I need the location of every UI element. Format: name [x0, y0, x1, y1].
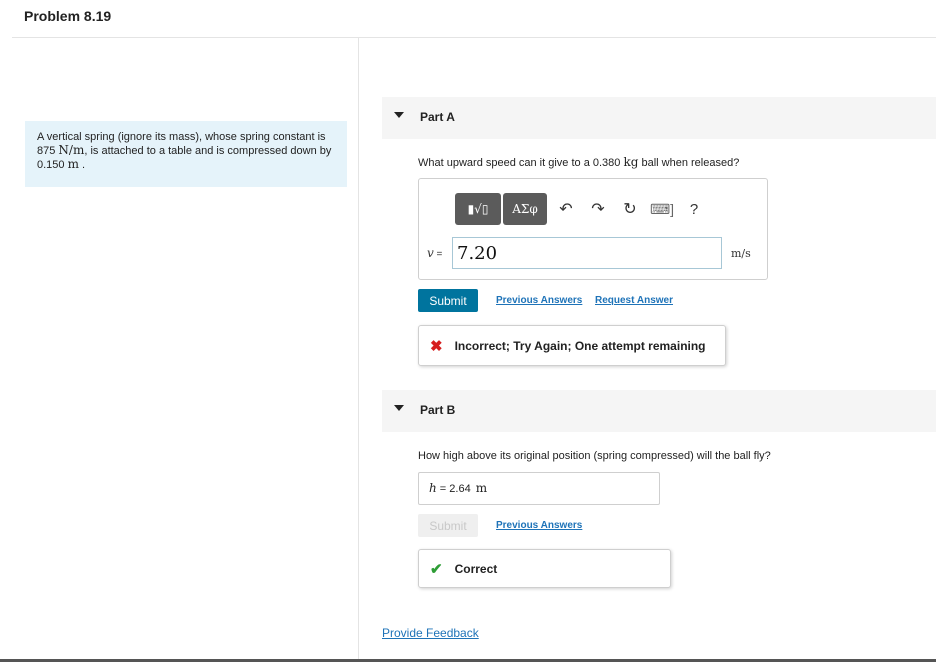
keyboard-icon[interactable] — [647, 193, 677, 225]
part-a-request-answer-link[interactable]: Request Answer — [595, 295, 673, 306]
reset-icon[interactable]: ↻ — [623, 201, 637, 218]
part-b-equals: = — [436, 483, 450, 495]
collapse-caret-icon[interactable] — [394, 405, 404, 411]
part-a-question-unit: kg — [623, 155, 639, 169]
math-toolbar — [455, 193, 709, 225]
part-b-previous-answers-link[interactable]: Previous Answers — [496, 520, 583, 531]
part-b-feedback-text: Correct — [454, 561, 498, 576]
part-a-variable-label — [427, 246, 442, 260]
part-b-answer-box — [418, 472, 660, 505]
problem-title: Problem 8.19 — [24, 8, 112, 24]
part-a-question-text-2: ball when released? — [641, 157, 740, 169]
x-icon: ✖ — [430, 337, 443, 355]
greek-symbols-button[interactable]: ΑΣφ — [503, 193, 547, 225]
part-b-value: 2.64 — [449, 483, 471, 495]
template-sqrt-icon[interactable]: ▮√▯ — [455, 193, 501, 225]
part-b-header[interactable] — [382, 390, 936, 432]
part-a-feedback — [418, 325, 726, 366]
part-a-variable: v — [427, 246, 434, 260]
statement-text-3: . — [82, 159, 86, 171]
part-a-equals: = — [433, 249, 443, 260]
part-a-question — [418, 155, 739, 169]
undo-icon[interactable]: ↶ — [559, 201, 573, 218]
part-b-label: Part B — [420, 403, 456, 417]
header-divider — [12, 37, 936, 38]
part-b-submit-button: Submit — [418, 514, 478, 537]
part-a-feedback-text: Incorrect; Try Again; One attempt remaining — [454, 338, 706, 353]
part-a-answer-input[interactable] — [452, 237, 722, 269]
redo-icon[interactable]: ↷ — [591, 201, 605, 218]
part-a-submit-button[interactable]: Submit — [418, 289, 478, 312]
column-divider — [358, 37, 359, 662]
keyboard-suffix: ] — [670, 201, 675, 217]
part-a-question-text-1: What upward speed can it give to a 0.380 — [418, 157, 621, 169]
part-b-question: How high above its original position (spring compressed) will the ball fly? — [418, 450, 771, 462]
help-icon[interactable]: ? — [689, 200, 699, 218]
problem-statement — [25, 121, 347, 187]
statement-text-1: A vertical spring (ignore its mass), whose spring constant is 875 — [37, 131, 326, 157]
part-a-header[interactable] — [382, 97, 936, 139]
check-icon: ✔ — [430, 560, 443, 578]
statement-unit-spring: N/m — [58, 143, 85, 157]
part-a-previous-answers-link[interactable]: Previous Answers — [496, 295, 583, 306]
part-b-variable: h — [429, 481, 437, 495]
part-a-unit: m/s — [731, 247, 751, 260]
part-b-feedback — [418, 549, 671, 588]
statement-unit-meters: m — [67, 157, 79, 171]
collapse-caret-icon[interactable] — [394, 112, 404, 118]
statement-text-2: , is attached to a table and is compressed down by 0.150 — [37, 145, 332, 171]
provide-feedback-link[interactable]: Provide Feedback — [382, 626, 479, 640]
part-b-unit: m — [475, 481, 488, 495]
keyboard-glyph: ⌨ — [649, 200, 671, 217]
part-a-label: Part A — [420, 110, 455, 124]
